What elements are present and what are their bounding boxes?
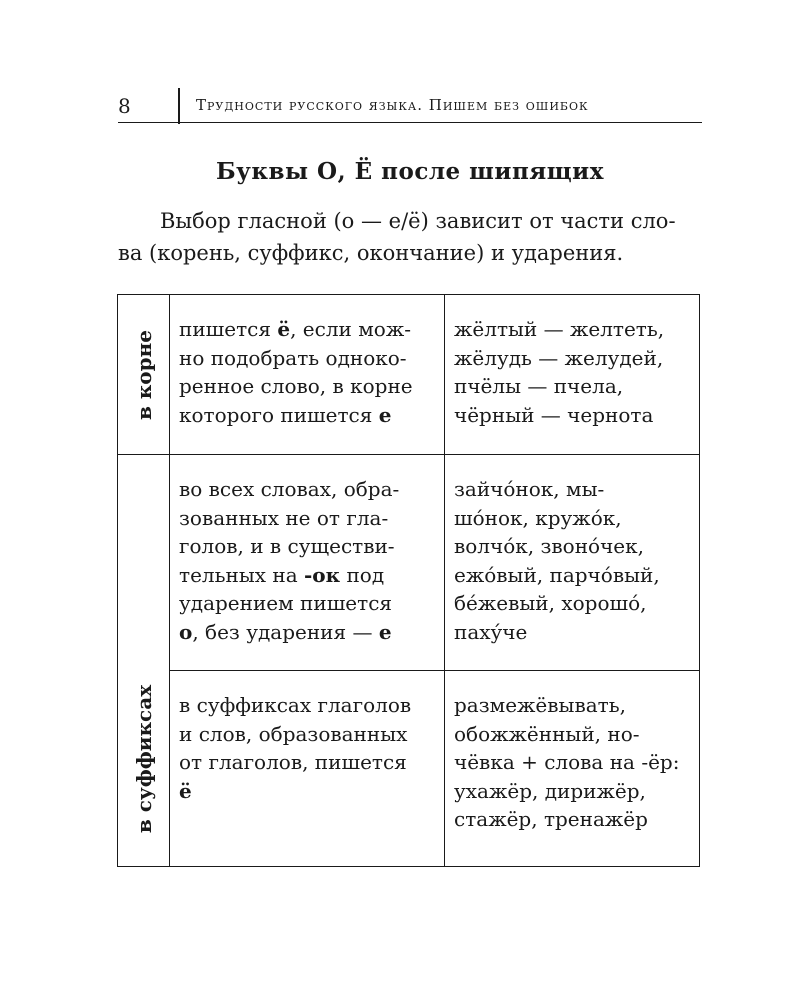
example-line: ежо́вый, парчо́вый, <box>454 562 660 587</box>
rule-text: зованных не от гла- <box>179 505 389 530</box>
header-separator <box>178 88 180 124</box>
table-row <box>118 671 700 867</box>
section-label-root: в корне <box>131 329 156 420</box>
section-label-cell <box>118 455 170 867</box>
example-line: жёлтый — желтеть, <box>454 317 665 341</box>
example-line: бе́жевый, хорошо́, <box>454 591 647 615</box>
rule-cell <box>170 455 445 671</box>
intro-line: Выбор гласной (о — е/ё) зависит от части сло- <box>160 209 676 233</box>
rule-letter: ё <box>277 317 291 341</box>
example-line: зайчо́нок, мы- <box>454 477 605 501</box>
header-rule <box>118 122 702 123</box>
section-label-cell <box>118 295 170 455</box>
section-title: Буквы О, Ё после шипящих <box>216 158 604 185</box>
rule-text: во всех словах, обра- <box>179 477 400 501</box>
section-label-suffix: в суффиксах <box>131 684 156 834</box>
example-line: паху́че <box>454 619 528 644</box>
example-line: шо́нок, кружо́к, <box>454 505 622 530</box>
rule-text: ударением пишется <box>179 591 393 615</box>
rule-text: пишется <box>179 317 278 341</box>
rule-text: в суффиксах глаголов <box>179 693 412 717</box>
rule-text: и слов, образованных <box>179 721 408 746</box>
example-line: размежёвывать, <box>454 693 626 717</box>
example-line: стажёр, тренажёр <box>454 807 648 831</box>
rule-text: которого пишется <box>179 402 379 427</box>
rule-cell <box>170 295 445 455</box>
example-line: чёвка + слова на -ёр: <box>454 750 680 774</box>
examples-cell <box>445 455 700 671</box>
rule-letter: е <box>378 619 392 644</box>
rule-text: , без ударения — <box>192 619 379 644</box>
rule-letter: е <box>378 402 392 427</box>
example-line: чёрный — чернота <box>454 402 654 427</box>
running-title: Трудности русского языка. Пишем без ошибок <box>196 96 589 114</box>
examples-cell <box>445 295 700 455</box>
rule-text: под <box>340 562 385 587</box>
rule-text: тельных на <box>179 562 304 587</box>
example-line: обожжённый, но- <box>454 721 640 746</box>
page-header <box>118 88 702 124</box>
table-row <box>118 295 700 455</box>
table-row <box>118 455 700 671</box>
example-line: пчёлы — пчела, <box>454 374 624 398</box>
rule-text: , если мож- <box>290 317 411 341</box>
example-line: волчо́к, звоно́чек, <box>454 534 644 558</box>
rule-text: но подобрать одноко- <box>179 345 407 370</box>
intro-line: ва (корень, суффикс, окончание) и ударения. <box>118 241 624 265</box>
rule-suffix: -ок <box>304 562 341 587</box>
example-line: жёлудь — желудей, <box>454 345 664 370</box>
intro-paragraph <box>118 205 702 269</box>
rule-text: голов, и в существи- <box>179 534 395 558</box>
examples-cell <box>445 671 700 867</box>
rule-letter: ё <box>179 778 192 803</box>
rule-text: ренное слово, в корне <box>179 374 413 398</box>
rule-text: от глаголов, пишется <box>179 750 407 774</box>
rule-letter: о <box>179 619 193 644</box>
rules-table <box>117 294 700 867</box>
example-line: ухажёр, дирижёр, <box>454 778 646 803</box>
rule-cell <box>170 671 445 867</box>
page-number: 8 <box>118 94 131 118</box>
